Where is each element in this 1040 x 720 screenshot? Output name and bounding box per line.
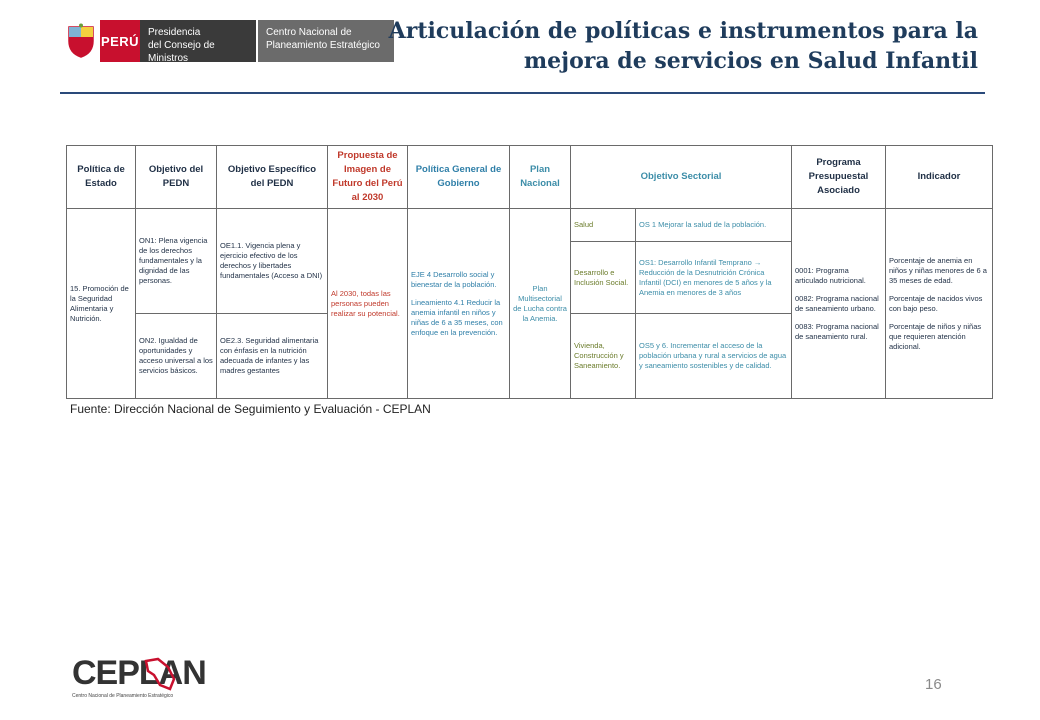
indicador-anemia: Porcentaje de anemia en niños y niñas menores de 6 a 35 meses de edad.	[889, 255, 987, 285]
articulation-table	[66, 145, 993, 399]
header-programa-presupuestal: Programa Presupuestal Asociado	[792, 146, 886, 209]
header-politica-general: Política General de Gobierno	[408, 146, 510, 209]
programa-0082: 0082: Programa nacional de saneamiento urbano.	[795, 293, 879, 313]
programa-0083: 0083: Programa nacional de saneamiento rural.	[795, 321, 879, 341]
cell-politica-general	[408, 209, 510, 399]
indicador-atencion: Porcentaje de niños y niñas que requieren atención adicional.	[889, 321, 982, 351]
cell-sector-salud: Salud	[571, 209, 636, 242]
centro-line1: Centro Nacional de	[266, 27, 352, 38]
cell-objetivo-vivienda: OS5 y 6. Incrementar el acceso de la población urbana y rural a servicios de agua y saneamiento sostenibles y de calidad.	[636, 314, 792, 399]
cell-oe23: OE2.3. Seguridad alimentaria con énfasis en la nutrición adecuada de infantes y las madres gestantes	[217, 314, 328, 399]
page-number: 16	[925, 676, 942, 693]
ceplan-map-icon	[140, 655, 180, 695]
politica-general-lineamiento: Lineamiento 4.1 Reducir la anemia infantil en niños y niñas de 6 a 35 meses, con enfoque en la prevención.	[411, 297, 503, 337]
header-row	[67, 146, 993, 209]
header-objetivo-especifico: Objetivo Específico del PEDN	[217, 146, 328, 209]
ceplan-logo-subtitle: Centro Nacional de Planeamiento Estratégico	[72, 693, 174, 699]
indicador-bajo-peso: Porcentaje de nacidos vivos con bajo peso.	[889, 293, 983, 313]
presidencia-line2: del Consejo de Ministros	[148, 40, 215, 64]
header-objetivo-sectorial: Objetivo Sectorial	[571, 146, 792, 209]
cell-on1: ON1: Plena vigencia de los derechos fundamentales y la dignidad de las personas.	[136, 209, 217, 314]
header-indicador: Indicador	[886, 146, 993, 209]
title-divider	[60, 92, 985, 94]
source-note: Fuente: Dirección Nacional de Seguimiento y Evaluación - CEPLAN	[70, 402, 431, 416]
programa-0001: 0001: Programa articulado nutricional.	[795, 265, 866, 285]
header-propuesta-imagen: Propuesta de Imagen de Futuro del Perú al 2030	[328, 146, 408, 209]
ceplan-logo-word: CEPLAN	[72, 654, 206, 692]
cell-sector-desarrollo: Desarrollo e Inclusión Social.	[571, 242, 636, 314]
page-title	[378, 16, 978, 76]
presidencia-line1: Presidencia	[148, 27, 201, 38]
cell-politica-estado: 15. Promoción de la Seguridad Alimentaria y Nutrición.	[67, 209, 136, 399]
peru-logo-label: PERÚ	[100, 20, 140, 62]
header-politica-estado: Política de Estado	[67, 146, 136, 209]
cell-programas	[792, 209, 886, 399]
cell-on2: ON2. Igualdad de oportunidades y acceso universal a los servicios básicos.	[136, 314, 217, 399]
government-logo-bar	[62, 20, 394, 62]
cell-propuesta: Al 2030, todas las personas pueden realizar su potencial.	[328, 209, 408, 399]
centro-logo-label	[258, 20, 394, 62]
header-objetivo-pedn: Objetivo del PEDN	[136, 146, 217, 209]
title-line2: mejora de servicios en Salud Infantil	[523, 48, 978, 74]
cell-indicadores	[886, 209, 993, 399]
presidencia-logo-label	[140, 20, 256, 62]
table-row	[67, 209, 993, 242]
politica-general-eje: EJE 4 Desarrollo social y bienestar de la población.	[411, 269, 497, 289]
cell-objetivo-salud: OS 1 Mejorar la salud de la población.	[636, 209, 792, 242]
title-line1: Articulación de políticas e instrumentos para la	[388, 18, 978, 44]
cell-plan-nacional: Plan Multisectorial de Lucha contra la Anemia.	[510, 209, 571, 399]
cell-objetivo-desarrollo: OS1: Desarrollo Infantil Temprano → Reducción de la Desnutrición Crónica Infantil (DCI) en menores de 5 años y la Anemia en menores de 3 años	[636, 242, 792, 314]
cell-oe11: OE1.1. Vigencia plena y ejercicio efectivo de los derechos y libertades fundamentales (Acceso a DNI)	[217, 209, 328, 314]
centro-line2: Planeamiento Estratégico	[266, 40, 380, 51]
cell-sector-vivienda: Vivienda, Construcción y Saneamiento.	[571, 314, 636, 399]
coat-of-arms-icon	[62, 20, 100, 62]
header-plan-nacional: Plan Nacional	[510, 146, 571, 209]
